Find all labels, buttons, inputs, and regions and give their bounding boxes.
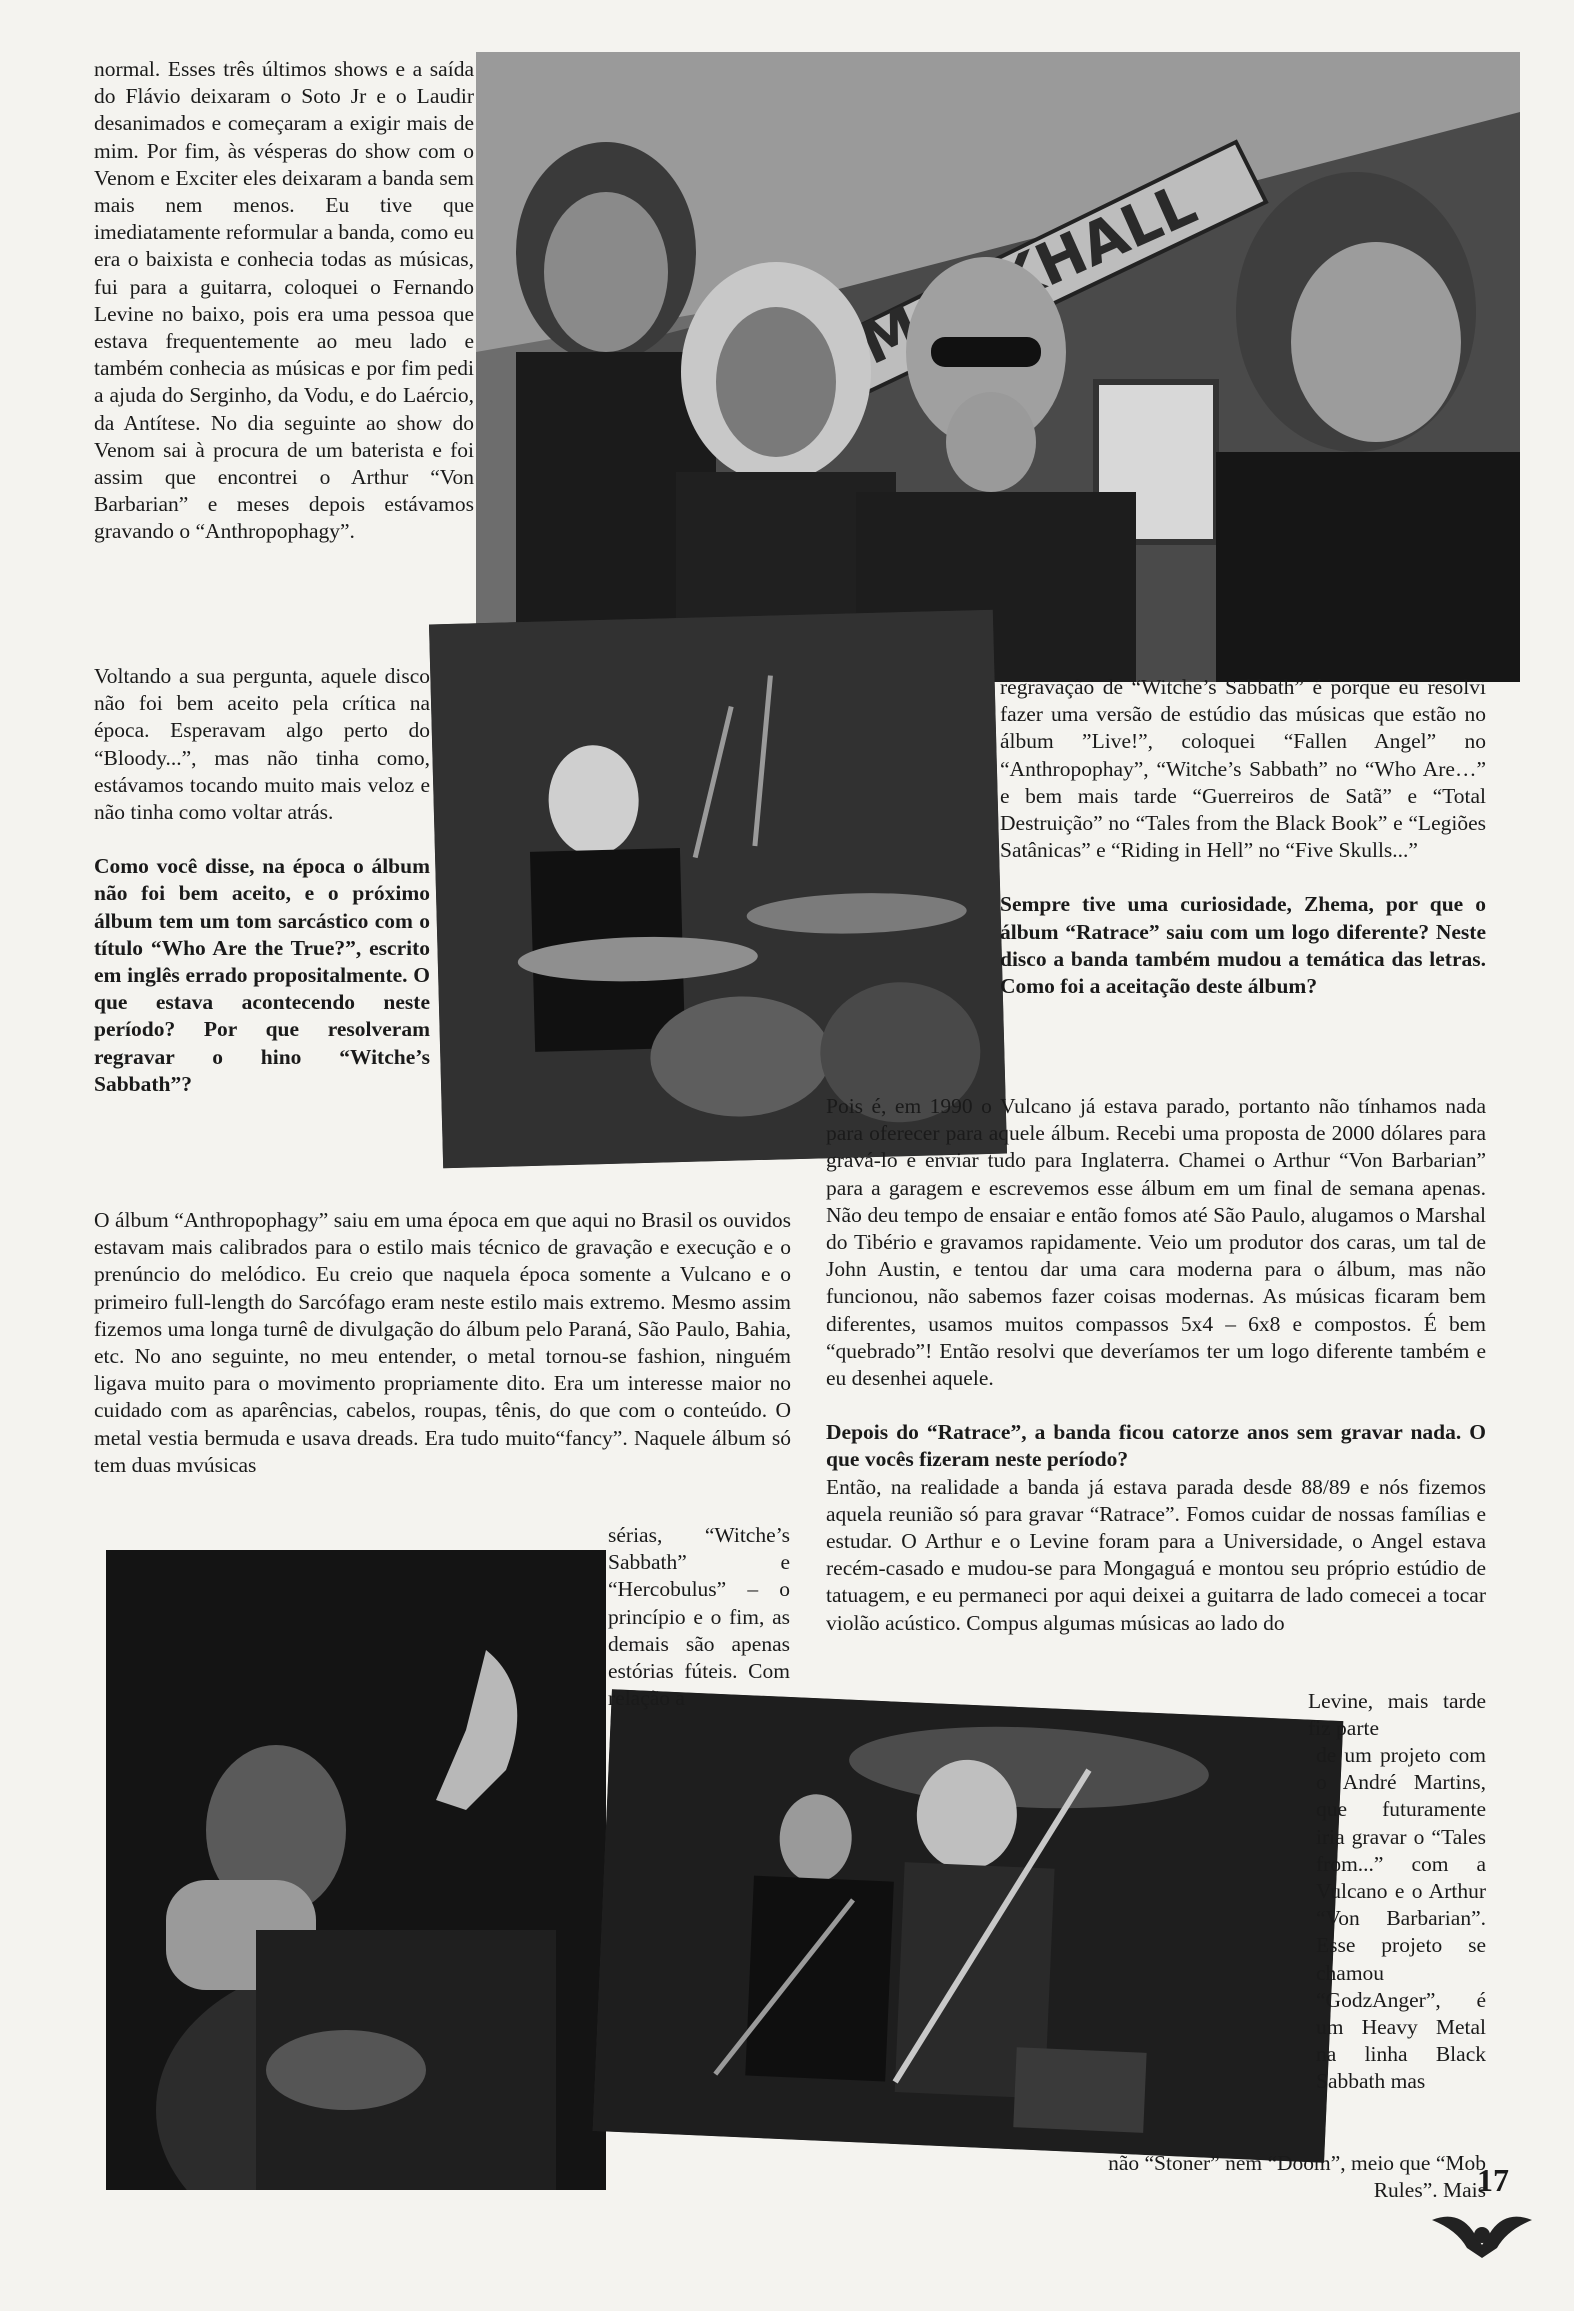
right-column-answer [826,1093,1486,1637]
left-column-continuation [94,663,430,1098]
right-column-end [1080,2150,1486,2204]
paragraph: Pois é, em 1990 o Vulcano já estava parado, portanto não tínhamos nada para oferecer para aquele álbum. Recebi uma proposta de 2000 dólares para gravá-lo e enviar tudo para Inglaterra. Chamei o Arthur “Von Barbarian” para a garagem e escrevemos esse álbum em um final de semana apenas. Não deu tempo de ensaiar e então fomos até São Paulo, alugamos o Marshal do Tibério e gravamos rapidamente. Veio um produtor dos caras, um tal de John Austin, e tentou dar uma cara moderna para o álbum, mas não funcionou, não sabemos fazer coisas modernas. As músicas ficaram bem diferentes, usamos muitos compassos 5x4 – 6x8 e compostos. É bem “quebrado”! Então resolvi que deveríamos ter um logo diferente também e eu desenhei aquele. [826,1094,1486,1391]
right-column-tail-2 [1316,1742,1486,2096]
left-column-intro [94,56,474,546]
singer-live-photo [106,1550,606,2190]
answer-tail-column [608,1522,790,1712]
paragraph: Voltando a sua pergunta, aquele disco não foi bem aceito pela crítica na época. Esperavam algo perto do “Bloody...”, mas não tinha como, estávamos tocando muito mais veloz e não tinha como voltar atrás. [94,664,430,825]
paragraph: normal. Esses três últimos shows e a saída do Flávio deixaram o Soto Jr e o Laudir desanimados e começaram a exigir mais de mim. Por fim, às vésperas do show com o Venom e Exciter eles deixaram a banda sem mais nem menos. Eu tive que imediatamente reformular a banda, como eu era o baixista e conhecia todas as músicas, fui para a guitarra, coloquei o Fernando Levine no baixo, pois era uma pessoa que estava frequentemente ao meu lado e também conhecia as músicas e por fim pedi a ajuda do Serginho, da Vodu, e do Laércio, da Antítese. No dia seguinte ao show do Venom sai à procura de um baterista e foi assim que encontrei o Arthur “Von Barbarian” e meses depois estávamos gravando o “Anthropophagy”. [94,57,474,544]
paragraph: de um projeto com o André Martins, que futuramente iria gravar o “Tales from...” com a Vulcano e o Arthur “Von Barbarian”. Esse projeto se chamou “GodzAnger”, é um Heavy Metal na linha Black Sabbath mas [1316,1743,1486,2094]
skull-wings-logo [1427,2200,1537,2260]
guitarists-live-photo [593,1689,1344,2163]
page-number: 17 [1477,2162,1509,2198]
paragraph: regravação de “Witche’s Sabbath” é porque eu resolvi fazer uma versão de estúdio das músicas que estão no álbum ”Live!”, coloquei “Fallen Angel” no “Anthropophay”, “Witche’s Sabbath” no “Who Are…” e bem mais tarde “Guerreiros de Satã” e “Total Destruição” no “Tales from the Black Book” e “Legiões Satânicas” e “Riding in Hell” no “Five Skulls...” [1000,675,1486,863]
paragraph: Então, na realidade a banda já estava parada desde 88/89 e nós fizemos aquela reunião só para gravar “Ratrace”. Fomos cuidar de nossas famílias e estudar. O Arthur e o Levine foram para a Universidade, o Angel estava recém-casado e mudou-se para Mongaguá e montou seu próprio estúdio de tatuagem, e eu permaneci por aqui deixei a guitarra de lado comecei a tocar violão acústico. Compus algumas músicas ao lado do [826,1474,1486,1635]
paragraph: sérias, “Witche’s Sabbath” e “Hercobulus” – o princípio e o fim, as demais são apenas estórias fúteis. Com relação a [608,1523,790,1711]
drummer-live-photo [429,610,1007,1169]
interview-question: Como você disse, na época o álbum não foi bem aceito, e o próximo álbum tem um tom sarcástico com o título “Who Are the True?”, escrito em inglês errado propositalmente. O que estava acontecendo neste período? Por que resolveram regravar o hino “Witche’s Sabbath”? [94,854,430,1096]
interview-question: Sempre tive uma curiosidade, Zhema, por que o álbum “Ratrace” saiu com um logo diferente? Neste disco a banda também mudou a temática das letras. Como foi a aceitação deste álbum? [1000,892,1486,999]
paragraph: Levine, mais tarde fiz parte [1308,1689,1486,1741]
paragraph: não “Stoner” nem “Doom”, meio que “Mob Rules”. Mais [1108,2151,1486,2203]
right-column-tail-1 [1308,1688,1486,1742]
answer-block [94,1207,791,1479]
paragraph: O álbum “Anthropophagy” saiu em uma época em que aqui no Brasil os ouvidos estavam mais calibrados para o estilo mais técnico de gravação e execução e o prenúncio do melódico. Eu creio que naquela época somente a Vulcano e o primeiro full-length do Sarcófago eram neste estilo mais extremo. Mesmo assim fizemos uma longa turnê de divulgação do álbum pelo Paraná, São Paulo, Bahia, etc. No ano seguinte, no meu entender, o metal tornou-se fashion, ninguém ligava muito para o movimento propriamente dito. Era um interesse maior no cuidado com as aparências, cabelos, roupas, tênis, do que com o conteúdo. O metal vestia bermuda e usava dreads. Era tudo muito“fancy”. Naquele álbum só tem duas mvúsicas [94,1208,791,1477]
right-column-top [1000,674,1486,1000]
band-group-photo [476,52,1520,682]
interview-question: Depois do “Ratrace”, a banda ficou catorze anos sem gravar nada. O que vocês fizeram neste período? [826,1420,1486,1472]
